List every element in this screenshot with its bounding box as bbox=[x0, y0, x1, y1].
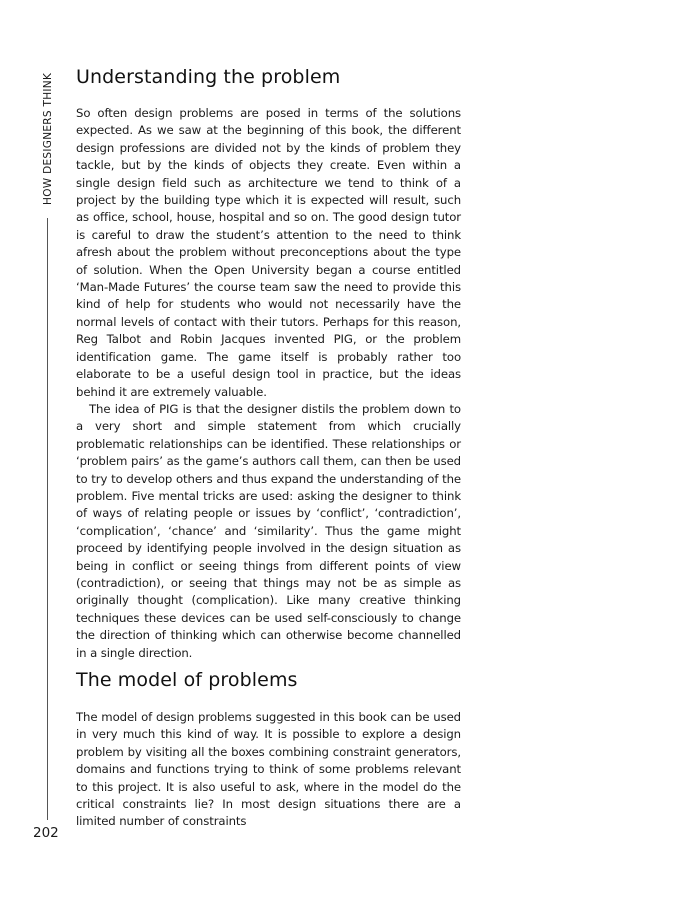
section-heading: The model of problems bbox=[76, 669, 298, 691]
margin-rule bbox=[47, 218, 48, 820]
running-head: HOW DESIGNERS THINK bbox=[42, 72, 54, 205]
paragraph: The idea of PIG is that the designer distils the problem down to a very short and simple statement from which crucially problematic relationships can be identified. These relationships or ‘problem pairs’ as the game’s authors call them, can then be used to try to develop others and thus expand the understanding of the problem. Five mental tricks are used: asking the designer to think of ways of relating people or issues by ‘conflict’, ‘contradiction’, ‘complication’, ‘chance’ and ‘similarity’. Thus the game might proceed by identifying people involved in the design situation as being in conflict or seeing things from different points of view (contradiction), or seeing that things may not be as simple as originally thought (complication). Like many creative thinking techniques these devices can be used self-consciously to change the direction of thinking which can otherwise become channelled in a single direction. bbox=[76, 401, 461, 660]
paragraph: The model of design problems suggested in this book can be used in very much this kind of way. It is possible to explore a design problem by visiting all the boxes combining constraint generators, domains and functions trying to think of some problems relevant to this project. It is also useful to ask, where in the model do the critical constraints lie? In most design situations there are a limited number of constraints bbox=[76, 710, 461, 829]
page-number: 202 bbox=[33, 825, 59, 841]
section-heading: Understanding the problem bbox=[76, 66, 341, 88]
section-understanding-the-problem bbox=[76, 66, 461, 662]
paragraph: So often design problems are posed in terms of the solutions expected. As we saw at the beginning of this book, the different design professions are divided not by the kinds of problem they tackle, but by the kinds of objects they create. Even within a single design field such as architecture we tend to think of a project by the building type which it is expected will result, such as office, school, house, hospital and so on. The good design tutor is careful to draw the student’s attention to the need to think afresh about the problem without preconceptions about the type of solution. When the Open University began a course entitled ‘Man-Made Futures’ the course team saw the need to provide this kind of help for students who would not necessarily have the normal levels of contact with their tutors. Perhaps for this reason, Reg Talbot and Robin Jacques invented PIG, or the problem identification game. The game itself is probably rather too elaborate to be a useful design tool in practice, but the ideas behind it are extremely valuable. bbox=[76, 106, 461, 399]
page-body bbox=[76, 66, 461, 829]
section-the-model-of-problems bbox=[76, 669, 461, 831]
